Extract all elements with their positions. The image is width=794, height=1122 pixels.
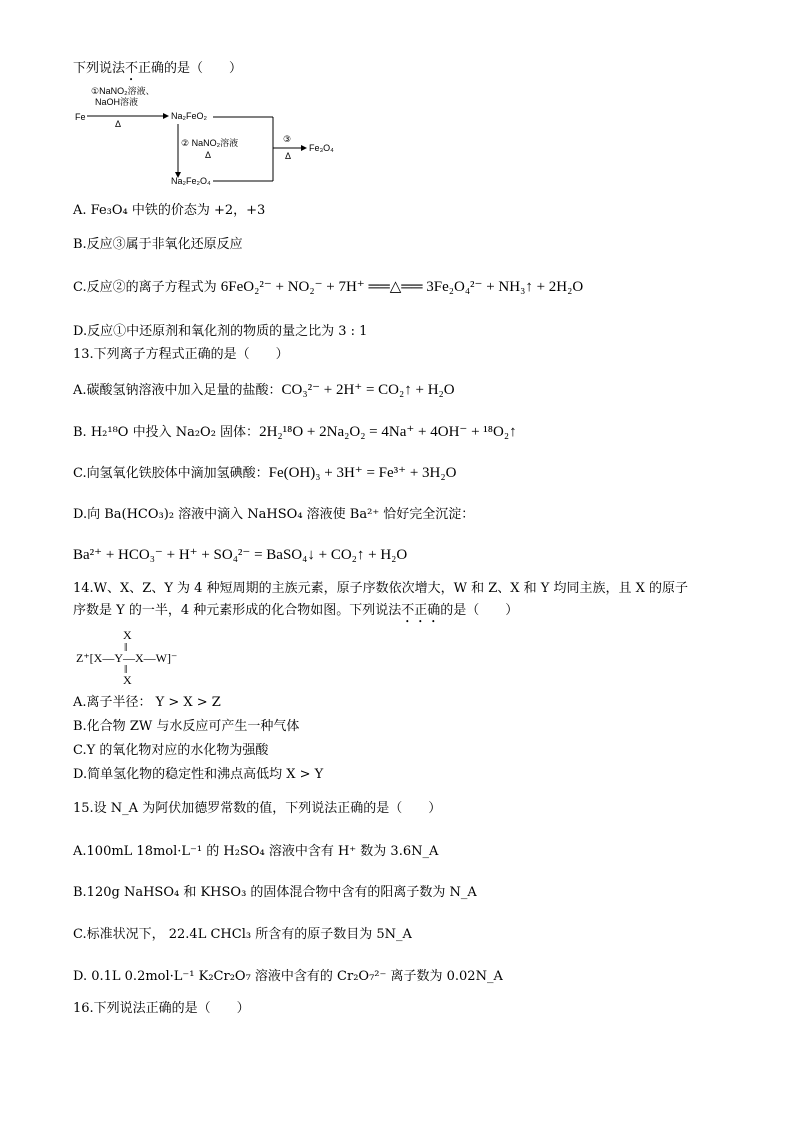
q12-reaction-diagram [73, 84, 353, 189]
q12-option-a: A. Fe₃O₄ 中铁的价态为 +2，+3 [73, 203, 266, 218]
q14-stem-line2 [73, 602, 518, 626]
q14-stem-pre: 序数是 Y 的一半，4 种元素形成的化合物如图。下列说法 [73, 603, 402, 618]
diagram-r1-delta: Δ [115, 119, 122, 129]
q16-stem: 16.下列说法正确的是（ ） [73, 1001, 250, 1016]
diagram-r2-label: ② NaNO₂溶液 [181, 138, 239, 148]
q13-option-a-text: A.碳酸氢钠溶液中加入足量的盐酸： [73, 383, 282, 398]
q12-option-d: D.反应①中还原剂和氧化剂的物质的量之比为 3 : 1 [73, 324, 368, 339]
q12-stem-pre: 下列说法 [73, 61, 126, 76]
diagram-r1-line2: NaOH溶液 [95, 97, 139, 107]
q14-option-d: D.简单氢化物的稳定性和沸点高低均 X > Y [73, 767, 324, 782]
q12-stem [73, 60, 242, 84]
q13-option-a [73, 381, 455, 400]
structure-top-bond: ‖ [124, 640, 128, 654]
diagram-r2-delta: Δ [205, 150, 212, 160]
q12-option-c-text: C.反应②的离子方程式为 [73, 280, 217, 295]
diagram-fe3o4: Fe₃O₄ [309, 143, 334, 153]
q12-stem-emphasis: 不 [125, 61, 139, 76]
q12-stem-post: 正确的是（ ） [138, 61, 243, 76]
diagram-r1-line1: ①NaNO₂溶液、 [91, 86, 155, 96]
q13-option-d-equation: Ba²⁺ + HCO₃⁻ + H⁺ + SO₄²⁻ = BaSO₄↓ + CO₂↑ + H₂O [73, 547, 408, 563]
q13-option-a-equation: CO₃²⁻ + 2H⁺ = CO₂↑ + H₂O [281, 382, 455, 398]
q15-stem: 15.设 N_A 为阿伏加德罗常数的值，下列说法正确的是（ ） [73, 801, 442, 816]
q13-option-b [73, 423, 517, 442]
q13-option-c-text: C.向氢氧化铁胶体中滴加氢碘酸： [73, 466, 269, 481]
q12-option-b: B.反应③属于非氧化还原反应 [73, 237, 243, 252]
q12-option-c [73, 278, 583, 297]
diagram-na2fe2o4: Na₂Fe₂O₄ [171, 176, 211, 186]
q14-stem-line1: 14.W、X、Z、Y 为 4 种短周期的主族元素，原子序数依次增大，W 和 Z、X 和 Y 均同主族，且 X 的原子 [73, 581, 688, 596]
q13-stem: 13.下列离子方程式正确的是（ ） [73, 347, 289, 362]
q15-option-c: C.标准状况下， 22.4L CHCl₃ 所含有的原子数目为 5N_A [73, 927, 412, 942]
q15-option-d: D. 0.1L 0.2mol·L⁻¹ K₂Cr₂O₇ 溶液中含有的 Cr₂O₇²⁻ 离子数为 0.02N_A [73, 969, 503, 984]
q14-structure [73, 628, 213, 688]
q14-stem-emphasis: 不正确 [401, 603, 441, 618]
diagram-r3-label: ③ [283, 134, 292, 144]
q13-option-c-equation: Fe(OH)₃ + 3H⁺ = Fe³⁺ + 3H₂O [268, 465, 457, 481]
structure-main: Z⁺[X—Y—X—W]⁻ [76, 651, 178, 665]
q14-stem-post: 的是（ ） [440, 603, 519, 618]
q15-option-a: A.100mL 18mol·L⁻¹ 的 H₂SO₄ 溶液中含有 H⁺ 数为 3.6N_A [73, 844, 439, 859]
q13-option-b-equation: 2H₂¹⁸O + 2Na₂O₂ = 4Na⁺ + 4OH⁻ + ¹⁸O₂↑ [259, 424, 517, 440]
structure-bottom-x: X [123, 673, 132, 687]
q13-option-d: D.向 Ba(HCO₃)₂ 溶液中滴入 NaHSO₄ 溶液使 Ba²⁺ 恰好完全沉淀： [73, 507, 475, 522]
diagram-fe: Fe [75, 112, 86, 122]
q13-option-b-text: B. H₂¹⁸O 中投入 Na₂O₂ 固体： [73, 425, 260, 440]
q13-option-c [73, 464, 456, 483]
diagram-r3-delta: Δ [285, 151, 292, 161]
q14-option-c: C.Y 的氧化物对应的水化物为强酸 [73, 743, 269, 758]
structure-top-x: X [123, 628, 132, 642]
q15-option-b: B.120g NaHSO₄ 和 KHSO₃ 的固体混合物中含有的阳离子数为 N_A [73, 885, 477, 900]
q12-option-c-equation: 6FeO₂²⁻ + NO₂⁻ + 7H⁺ ══△══ 3Fe₂O₄²⁻ + NH₃↑ + 2H₂O [220, 279, 584, 295]
structure-bottom-bond: ‖ [124, 662, 128, 676]
diagram-na2feo2: Na₂FeO₂ [171, 111, 207, 121]
q14-option-b: B.化合物 ZW 与水反应可产生一种气体 [73, 719, 300, 734]
q14-option-a: A.离子半径： Y > X > Z [73, 695, 221, 710]
